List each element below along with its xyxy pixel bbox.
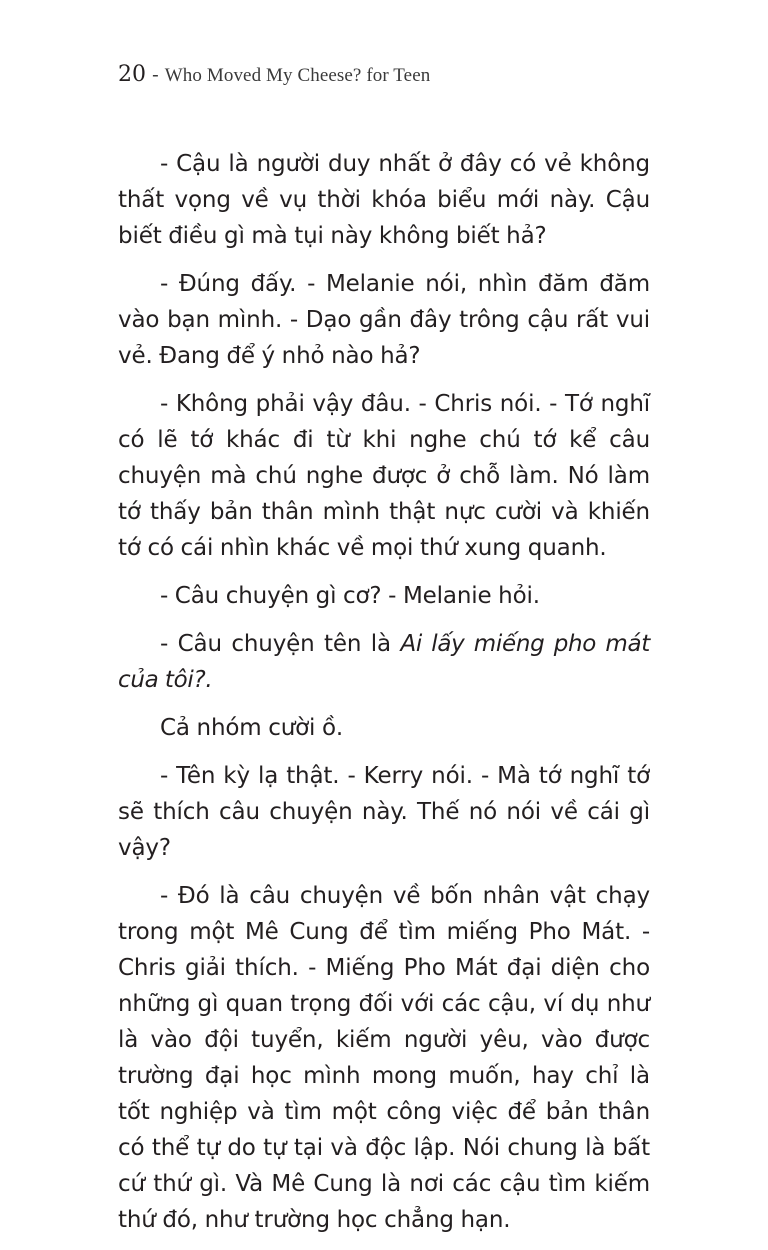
body-text [118,146,650,1250]
header-separator: - [152,62,159,86]
paragraph-5 [118,626,650,698]
story-title-italic: Ai lấy miếng pho mát của tôi?. [118,631,650,693]
paragraph-1: - Cậu là người duy nhất ở đây có vẻ không thất vọng về vụ thời khóa biểu mới này. Cậu biết điều gì mà tụi này không biết hả? [118,151,650,249]
paragraph-3: - Không phải vậy đâu. - Chris nói. - Tớ nghĩ có lẽ tớ khác đi từ khi nghe chú tớ kể câu chuyện mà chú nghe được ở chỗ làm. Nó làm tớ thấy bản thân mình thật nực cười và khiến tớ có cái nhìn khác về mọi thứ xung quanh. [118,391,650,561]
paragraph-7: - Tên kỳ lạ thật. - Kerry nói. - Mà tớ nghĩ tớ sẽ thích câu chuyện này. Thế nó nói về cái gì vậy? [118,763,650,861]
paragraph-4: - Câu chuyện gì cơ? - Melanie hỏi. [160,583,540,609]
paragraph-6: Cả nhóm cười ồ. [160,715,344,741]
book-title: Who Moved My Cheese? for Teen [164,65,431,86]
paragraph-8: - Đó là câu chuyện về bốn nhân vật chạy trong một Mê Cung để tìm miếng Pho Mát. - Chris giải thích. - Miếng Pho Mát đại diện cho những gì quan trọng đối với các cậu, ví dụ như là vào đội tuyển, kiếm người yêu, vào được trường đại học mình mong muốn, hay chỉ là tốt nghiệp và tìm một công việc để bản thân có thể tự do tự tại và độc lập. Nói chung là bất cứ thứ gì. Và Mê Cung là nơi các cậu tìm kiếm thứ đó, như trường học chẳng hạn. [118,883,650,1233]
paragraph-5-prefix: - Câu chuyện tên là [160,631,401,657]
page-number: 20 [118,62,146,87]
running-header [118,62,430,87]
paragraph-2: - Đúng đấy. - Melanie nói, nhìn đăm đăm vào bạn mình. - Dạo gần đây trông cậu rất vui vẻ. Đang để ý nhỏ nào hả? [118,271,650,369]
